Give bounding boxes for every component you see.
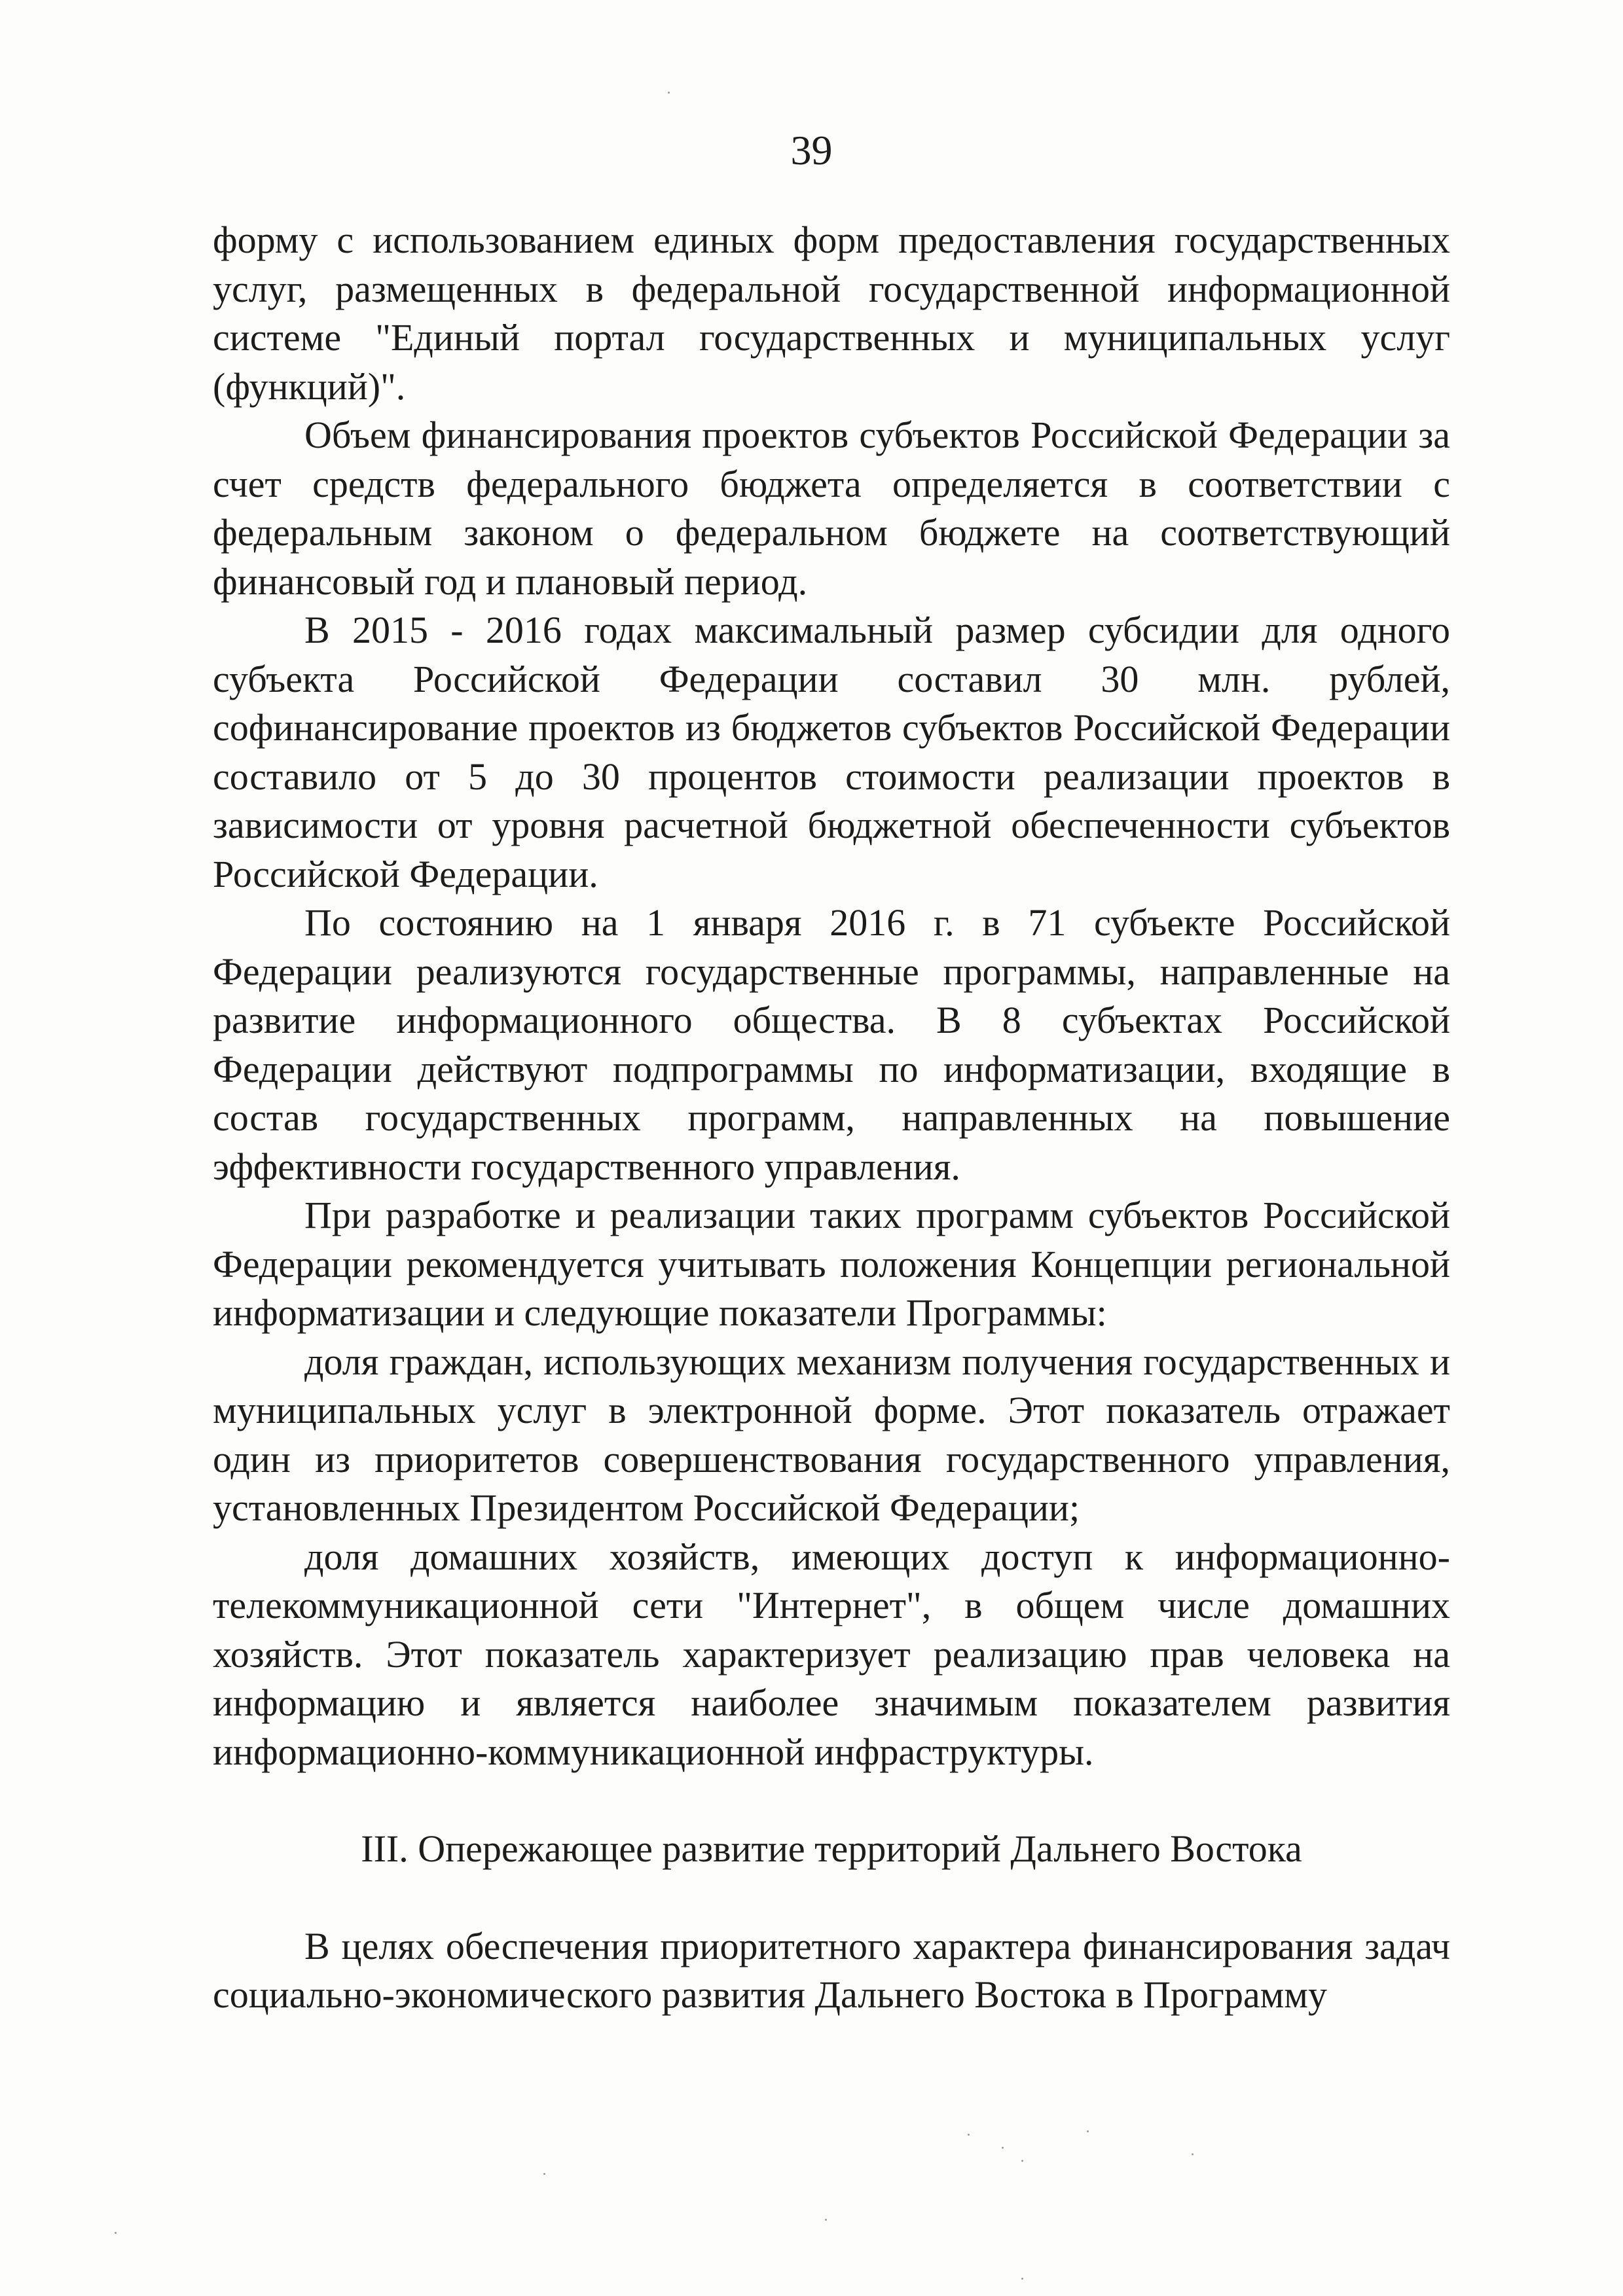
page-number: 39 xyxy=(790,127,833,173)
scan-speck xyxy=(543,2173,545,2175)
scan-speck xyxy=(1021,2160,1023,2162)
scan-speck xyxy=(1021,2278,1023,2280)
scan-speck xyxy=(825,2219,827,2221)
scan-speck xyxy=(1192,2153,1194,2155)
paragraph-indicator-households: доля домашних хозяйств, имеющих доступ к информационно-телекоммуникационной сети "Интернет", в общем числе домашних хозяйств. Этот показатель характеризует реализацию прав человека на информацию и является наиболее значимым показателем развития информационно-коммуникационной инфраструктуры. xyxy=(213,1535,1450,1773)
section-heading: III. Опережающее развитие территорий Дальнего Востока xyxy=(361,1827,1302,1870)
paragraph-program-recommendations: При разработке и реализации таких программ субъектов Российской Федерации рекомендуется учитывать положения Концепции региональной информатизации и следующие показатели Программы: xyxy=(213,1194,1450,1334)
paragraph-subsidy-size: В 2015 - 2016 годах максимальный размер субсидии для одного субъекта Российской Федерации составил 30 млн. рублей, софинансирование проектов из бюджетов субъектов Российской Федерации составило от 5 до 30 процентов стоимости реализации проектов в зависимости от уровня расчетной бюджетной обеспеченности субъектов Российской Федерации. xyxy=(213,609,1450,895)
paragraph-regional-programs: По состоянию на 1 января 2016 г. в 71 субъекте Российской Федерации реализуются государственные программы, направленные на развитие информационного общества. В 8 субъектах Российской Федерации действуют подпрограммы по информатизации, входящие в состав государственных программ, направленных на повышение эффективности государственного управления. xyxy=(213,901,1450,1188)
scan-speck xyxy=(668,92,670,94)
paragraph-continuation: форму с использованием единых форм предоставления государственных услуг, размещенных в федеральной государственной информационной системе "Единый портал государственных и муниципальных услуг (функций)". xyxy=(213,219,1450,408)
paragraph-funding-volume: Объем финансирования проектов субъектов Российской Федерации за счет средств федерального бюджета определяется в соответствии с федеральным законом о федеральном бюджете на соответствующий финансовый год и плановый период. xyxy=(213,414,1450,603)
paragraph-far-east: В целях обеспечения приоритетного характера финансирования задач социально-экономического развития Дальнего Востока в Программу xyxy=(213,1924,1450,2016)
scan-speck xyxy=(115,2232,117,2234)
scan-speck xyxy=(1087,2130,1089,2132)
document-body xyxy=(213,216,1450,2020)
paragraph-indicator-citizens: доля граждан, использующих механизм получения государственных и муниципальных услуг в электронной форме. Этот показатель отражает один из приоритетов совершенствования государственного управления, установленных Президентом Российской Федерации; xyxy=(213,1340,1450,1529)
scan-speck xyxy=(1002,2147,1004,2149)
scan-speck xyxy=(968,2134,970,2136)
